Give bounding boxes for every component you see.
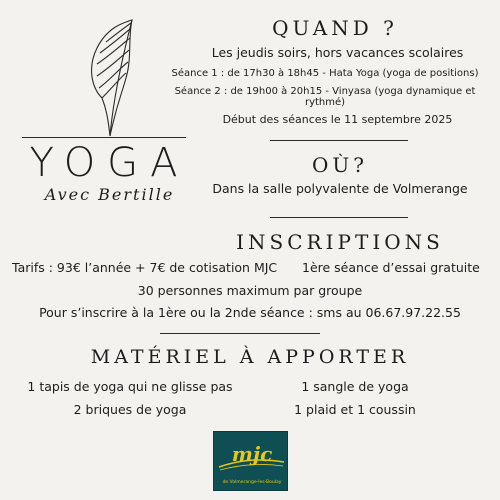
inscriptions-heading: INSCRIPTIONS	[236, 230, 444, 254]
logo-rule	[22, 137, 186, 138]
quand-heading: QUAND ?	[272, 16, 398, 40]
ou-heading: OÙ?	[312, 153, 368, 177]
tarifs: Tarifs : 93€ l’année + 7€ de cotisation MJC	[12, 260, 278, 275]
max-personnes: 30 personnes maximum par groupe	[137, 283, 363, 298]
seance-essai: 1ère séance d’essai gratuite	[302, 260, 480, 275]
mjc-logo-graphic	[214, 432, 287, 490]
materiel-item: 1 plaid et 1 coussin	[294, 402, 416, 417]
divider	[270, 217, 408, 218]
divider	[160, 333, 320, 334]
inscription-contact: Pour s’inscrire à la 1ère ou la 2nde séance : sms au 06.67.97.22.55	[39, 305, 461, 320]
debut-seances: Début des séances le 11 septembre 2025	[222, 113, 453, 126]
materiel-item: 1 sangle de yoga	[301, 379, 409, 394]
materiel-item: 1 tapis de yoga qui ne glisse pas	[27, 379, 233, 394]
mjc-text: mjc	[231, 442, 273, 466]
materiel-item: 2 briques de yoga	[73, 402, 187, 417]
materiel-heading: MATÉRIEL À APPORTER	[90, 346, 410, 368]
ou-line: Dans la salle polyvalente de Volmerange	[212, 181, 468, 196]
mjc-subtext: de Volmerange-les-Boulay	[222, 480, 282, 485]
seance-1: Séance 1 : de 17h30 à 18h45 - Hata Yoga (yoga de positions)	[171, 68, 479, 79]
quand-line: Les jeudis soirs, hors vacances scolaires	[211, 45, 464, 60]
mjc-logo	[213, 431, 288, 491]
divider	[270, 140, 408, 141]
seance-2: Séance 2 : de 19h00 à 20h15 - Vinyasa (yoga dynamique et rythmé)	[174, 86, 476, 108]
logo-title: YOGA	[29, 140, 190, 186]
logo-subtitle: Avec Bertille	[44, 185, 175, 204]
leaf-illustration	[62, 18, 162, 138]
